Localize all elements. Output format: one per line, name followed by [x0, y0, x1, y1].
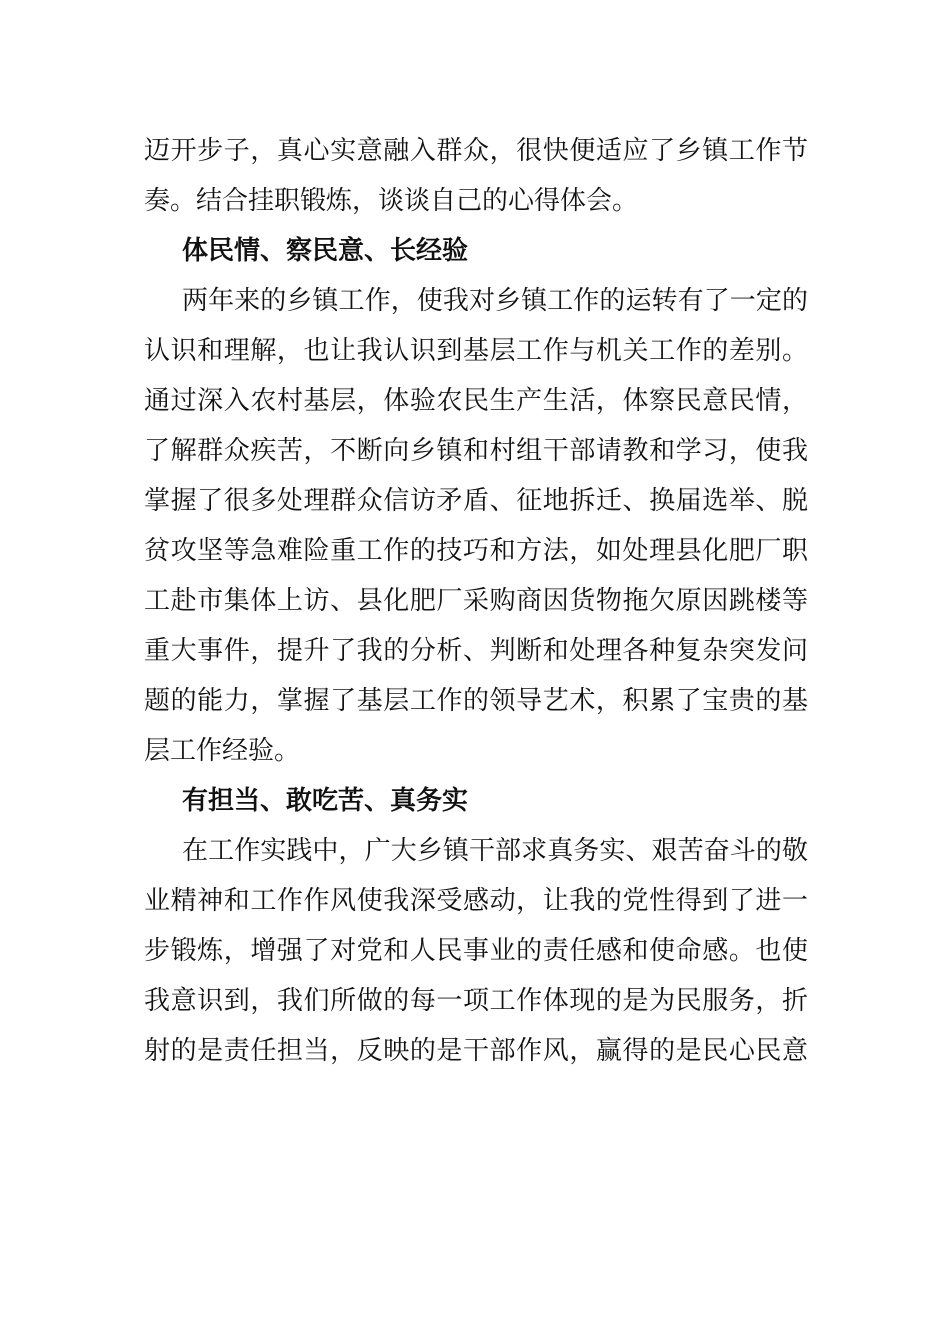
paragraph-line: 步锻炼，增强了对党和人民事业的责任感和使命感。也使: [144, 936, 808, 966]
section-heading: 有担当、敢吃苦、真务实: [182, 786, 469, 816]
paragraph-line: 掌握了很多处理群众信访矛盾、征地拆迁、换届选举、脱: [144, 486, 808, 516]
paragraph-line: 认识和理解，也让我认识到基层工作与机关工作的差别。: [144, 336, 808, 366]
paragraph-line: 贫攻坚等急难险重工作的技巧和方法，如处理县化肥厂职: [144, 536, 808, 566]
paragraph-line: 我意识到，我们所做的每一项工作体现的是为民服务，折: [144, 986, 808, 1016]
document-body: [144, 126, 808, 1076]
paragraph-line: 题的能力，掌握了基层工作的领导艺术，积累了宝贵的基: [144, 686, 808, 716]
paragraph-line: 在工作实践中，广大乡镇干部求真务实、艰苦奋斗的敬: [182, 836, 808, 866]
paragraph-line: 射的是责任担当，反映的是干部作风，赢得的是民心民意: [144, 1036, 808, 1066]
paragraph-line: 层工作经验。: [144, 736, 301, 766]
paragraph-line: 业精神和工作作风使我深受感动，让我的党性得到了进一: [144, 886, 808, 916]
paragraph-line: 迈开步子，真心实意融入群众，很快便适应了乡镇工作节: [144, 136, 808, 166]
paragraph-line: 奏。结合挂职锻炼，谈谈自己的心得体会。: [144, 186, 639, 216]
paragraph-line: 了解群众疾苦，不断向乡镇和村组干部请教和学习，使我: [144, 436, 808, 466]
paragraph-line: 两年来的乡镇工作，使我对乡镇工作的运转有了一定的: [182, 286, 808, 316]
paragraph-line: 通过深入农村基层，体验农民生产生活，体察民意民情，: [144, 386, 808, 416]
section-heading: 体民情、察民意、长经验: [182, 236, 469, 266]
paragraph-line: 重大事件，提升了我的分析、判断和处理各种复杂突发问: [144, 636, 808, 666]
paragraph-line: 工赴市集体上访、县化肥厂采购商因货物拖欠原因跳楼等: [144, 586, 808, 616]
